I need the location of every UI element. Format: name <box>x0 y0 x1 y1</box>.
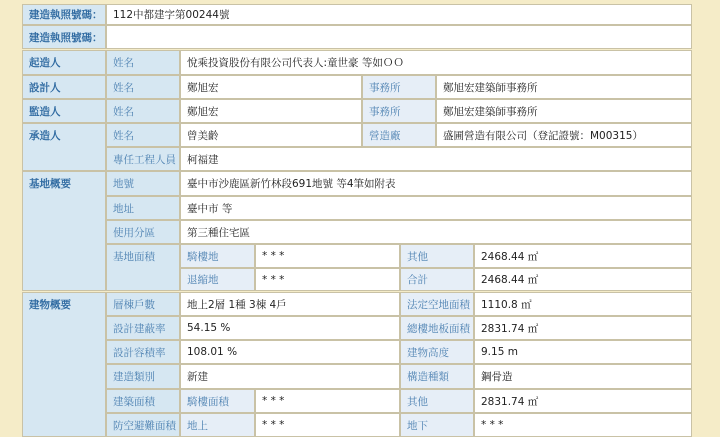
site-total-label: 合計 <box>400 268 474 291</box>
supervisor-office-label: 事務所 <box>362 99 436 123</box>
site-arcade-label: 騎樓地 <box>180 244 255 268</box>
site-address-label: 地址 <box>106 196 180 220</box>
site-area-label: 基地面積 <box>106 244 180 291</box>
building-other: 2831.74 ㎡ <box>474 389 692 413</box>
building-shelter-label: 防空避難面積 <box>106 413 180 437</box>
supervisor-office: 鄭旭宏建築師事務所 <box>436 99 692 123</box>
building-other-label: 其他 <box>400 389 474 413</box>
building-height-label: 建物高度 <box>400 340 474 364</box>
site-zoning: 第三種住宅區 <box>180 220 692 244</box>
supervisor-name: 鄭旭宏 <box>180 99 362 123</box>
permit-no-2-label: 建造執照號碼： <box>22 25 106 49</box>
site-other-label: 其他 <box>400 244 474 268</box>
builder-name: 悅乘投資股份有限公司代表人:童世豪 等如ＯＯ <box>180 50 692 75</box>
site-lot-label: 地號 <box>106 171 180 196</box>
site-total: 2468.44 ㎡ <box>474 268 692 291</box>
contractor-firm-label: 營造廠 <box>362 123 436 147</box>
permit-no-value: 112中都建字第00244號 <box>106 4 692 25</box>
building-structure-label: 構造種類 <box>400 364 474 389</box>
building-floors: 地上2層 1種 3棟 4戶 <box>180 292 400 316</box>
site-setback: * * * <box>255 268 400 291</box>
building-build-area-label: 建築面積 <box>106 389 180 413</box>
building-coverage: 54.15 % <box>180 316 400 340</box>
building-coverage-label: 設計建蔽率 <box>106 316 180 340</box>
designer-label: 設計人 <box>22 75 106 99</box>
designer-name: 鄭旭宏 <box>180 75 362 99</box>
contractor-engineer-label: 專任工程人員 <box>106 147 180 171</box>
supervisor-name-label: 姓名 <box>106 99 180 123</box>
site-label: 基地概要 <box>22 171 106 291</box>
building-height: 9.15 m <box>474 340 692 364</box>
site-other: 2468.44 ㎡ <box>474 244 692 268</box>
building-floor-area: 2831.74 ㎡ <box>474 316 692 340</box>
building-open-space-label: 法定空地面積 <box>400 292 474 316</box>
site-address: 臺中市 等 <box>180 196 692 220</box>
designer-name-label: 姓名 <box>106 75 180 99</box>
contractor-firm: 盛圃營造有限公司（登記證號：M00315） <box>436 123 692 147</box>
building-above: * * * <box>255 413 400 437</box>
designer-office-label: 事務所 <box>362 75 436 99</box>
building-floor-area-label: 總樓地板面積 <box>400 316 474 340</box>
permit-no-label: 建造執照號碼： <box>22 4 106 25</box>
building-open-space: 1110.8 ㎡ <box>474 292 692 316</box>
permit-no-2-value <box>106 25 692 49</box>
site-zoning-label: 使用分區 <box>106 220 180 244</box>
builder-label: 起造人 <box>22 50 106 75</box>
contractor-engineer: 柯福建 <box>180 147 692 171</box>
building-structure: 鋼骨造 <box>474 364 692 389</box>
site-lot: 臺中市沙鹿區新竹林段691地號 等4筆如附表 <box>180 171 692 196</box>
designer-office: 鄭旭宏建築師事務所 <box>436 75 692 99</box>
building-floors-label: 層棟戶數 <box>106 292 180 316</box>
building-far: 108.01 % <box>180 340 400 364</box>
building-label: 建物概要 <box>22 292 106 437</box>
contractor-name: 曾美齡 <box>180 123 362 147</box>
building-below: * * * <box>474 413 692 437</box>
building-category: 新建 <box>180 364 400 389</box>
builder-name-label: 姓名 <box>106 50 180 75</box>
building-below-label: 地下 <box>400 413 474 437</box>
building-arcade: * * * <box>255 389 400 413</box>
building-far-label: 設計容積率 <box>106 340 180 364</box>
supervisor-label: 監造人 <box>22 99 106 123</box>
contractor-name-label: 姓名 <box>106 123 180 147</box>
site-setback-label: 退縮地 <box>180 268 255 291</box>
building-above-label: 地上 <box>180 413 255 437</box>
building-category-label: 建造類別 <box>106 364 180 389</box>
building-arcade-label: 騎樓面積 <box>180 389 255 413</box>
contractor-label: 承造人 <box>22 123 106 171</box>
site-arcade: * * * <box>255 244 400 268</box>
